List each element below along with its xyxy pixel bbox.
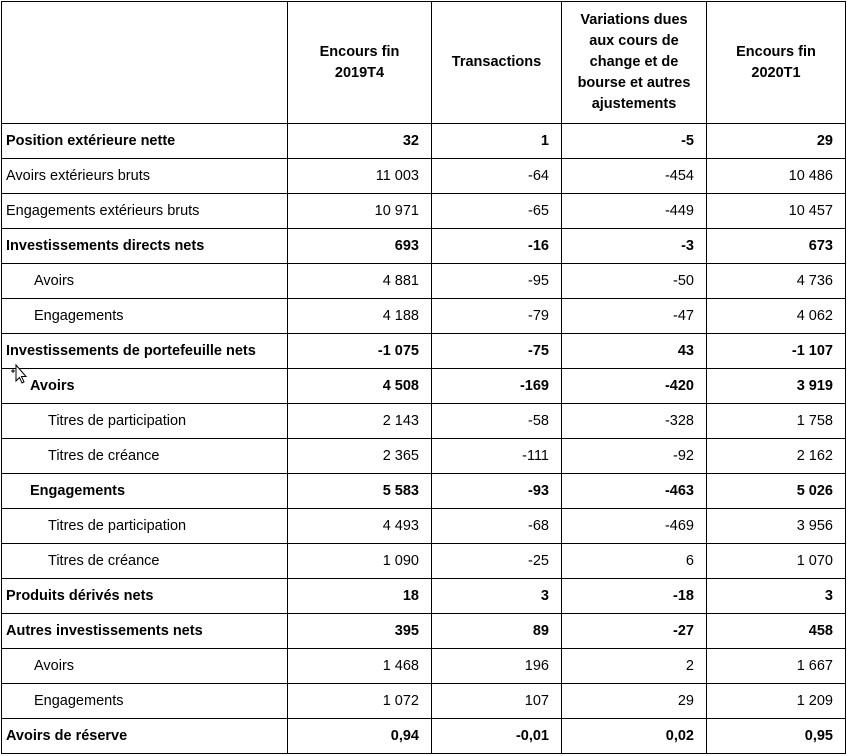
cell-stock-end: 2 162 xyxy=(707,439,846,474)
cell-transactions: -16 xyxy=(432,229,562,264)
cell-variations: -47 xyxy=(562,299,707,334)
cell-transactions: 1 xyxy=(432,124,562,159)
cell-variations: -92 xyxy=(562,439,707,474)
cell-variations: -420 xyxy=(562,369,707,404)
cell-transactions: -25 xyxy=(432,544,562,579)
table-row xyxy=(2,334,846,369)
cell-transactions: -65 xyxy=(432,194,562,229)
cell-stock-end: 458 xyxy=(707,614,846,649)
row-label: Titres de créance xyxy=(2,439,288,474)
table-row xyxy=(2,264,846,299)
cell-stock-start: 4 508 xyxy=(288,369,432,404)
row-label: Titres de créance xyxy=(2,544,288,579)
header-row xyxy=(2,2,846,124)
cell-stock-start: 1 090 xyxy=(288,544,432,579)
cell-variations: 0,02 xyxy=(562,719,707,754)
cell-stock-start: 2 365 xyxy=(288,439,432,474)
row-label: Avoirs xyxy=(2,649,288,684)
cell-variations: -3 xyxy=(562,229,707,264)
row-label: Engagements extérieurs bruts xyxy=(2,194,288,229)
table-row xyxy=(2,719,846,754)
header-cell-transactions: Transactions xyxy=(432,2,562,124)
header-cell-variations: Variations dues aux cours de change et de bourse et autres ajustements xyxy=(562,2,707,124)
table-row xyxy=(2,299,846,334)
cell-variations: -18 xyxy=(562,579,707,614)
cell-transactions: -95 xyxy=(432,264,562,299)
cell-variations: 29 xyxy=(562,684,707,719)
cell-stock-start: 4 881 xyxy=(288,264,432,299)
row-label: Investissements directs nets xyxy=(2,229,288,264)
cell-stock-start: 18 xyxy=(288,579,432,614)
cell-transactions: -79 xyxy=(432,299,562,334)
table-row xyxy=(2,544,846,579)
row-label: Avoirs de réserve xyxy=(2,719,288,754)
cell-transactions: -93 xyxy=(432,474,562,509)
table-row xyxy=(2,579,846,614)
cell-variations: -328 xyxy=(562,404,707,439)
cell-stock-end: 3 956 xyxy=(707,509,846,544)
cell-stock-end: 1 758 xyxy=(707,404,846,439)
cell-variations: -469 xyxy=(562,509,707,544)
cell-stock-start: 5 583 xyxy=(288,474,432,509)
cell-variations: -454 xyxy=(562,159,707,194)
cell-stock-end: 4 736 xyxy=(707,264,846,299)
table-row xyxy=(2,404,846,439)
row-label: Autres investissements nets xyxy=(2,614,288,649)
cell-stock-end: 29 xyxy=(707,124,846,159)
table-row xyxy=(2,194,846,229)
external-position-table xyxy=(1,1,846,754)
cell-stock-start: 693 xyxy=(288,229,432,264)
cell-transactions: -169 xyxy=(432,369,562,404)
table-row xyxy=(2,369,846,404)
cell-variations: 6 xyxy=(562,544,707,579)
cell-variations: -463 xyxy=(562,474,707,509)
cell-variations: 43 xyxy=(562,334,707,369)
cell-stock-end: 1 667 xyxy=(707,649,846,684)
cell-variations: 2 xyxy=(562,649,707,684)
row-label: Avoirs extérieurs bruts xyxy=(2,159,288,194)
header-cell-empty xyxy=(2,2,288,124)
table-row xyxy=(2,474,846,509)
row-label: Investissements de portefeuille nets xyxy=(2,334,288,369)
row-label: Produits dérivés nets xyxy=(2,579,288,614)
row-label: Avoirs xyxy=(2,264,288,299)
header-cell-stock-start: Encours fin 2019T4 xyxy=(288,2,432,124)
cell-transactions: -75 xyxy=(432,334,562,369)
table-row xyxy=(2,509,846,544)
cell-transactions: -58 xyxy=(432,404,562,439)
row-label: Engagements xyxy=(2,684,288,719)
cell-transactions: -0,01 xyxy=(432,719,562,754)
cell-stock-end: 3 xyxy=(707,579,846,614)
cell-stock-end: 5 026 xyxy=(707,474,846,509)
header-cell-stock-end: Encours fin 2020T1 xyxy=(707,2,846,124)
row-label: Engagements xyxy=(2,474,288,509)
cell-stock-start: 10 971 xyxy=(288,194,432,229)
cell-stock-start: 2 143 xyxy=(288,404,432,439)
table-row xyxy=(2,229,846,264)
table-body xyxy=(2,124,846,754)
table-row xyxy=(2,649,846,684)
cell-stock-end: 1 209 xyxy=(707,684,846,719)
table-row xyxy=(2,159,846,194)
table-header xyxy=(2,2,846,124)
cell-transactions: -68 xyxy=(432,509,562,544)
cell-stock-start: 395 xyxy=(288,614,432,649)
cell-stock-start: 4 493 xyxy=(288,509,432,544)
row-label: Position extérieure nette xyxy=(2,124,288,159)
cell-stock-start: 1 468 xyxy=(288,649,432,684)
cell-stock-start: 4 188 xyxy=(288,299,432,334)
cell-stock-end: 0,95 xyxy=(707,719,846,754)
cell-transactions: 89 xyxy=(432,614,562,649)
cell-stock-start: 32 xyxy=(288,124,432,159)
cell-variations: -50 xyxy=(562,264,707,299)
row-label: Titres de participation xyxy=(2,404,288,439)
row-label: Avoirs xyxy=(2,369,288,404)
cell-stock-end: 10 457 xyxy=(707,194,846,229)
cell-stock-end: 1 070 xyxy=(707,544,846,579)
cell-transactions: -64 xyxy=(432,159,562,194)
row-label: Engagements xyxy=(2,299,288,334)
cell-stock-start: 1 072 xyxy=(288,684,432,719)
row-label: Titres de participation xyxy=(2,509,288,544)
cell-stock-end: 3 919 xyxy=(707,369,846,404)
cell-variations: -5 xyxy=(562,124,707,159)
cell-variations: -449 xyxy=(562,194,707,229)
cell-transactions: -111 xyxy=(432,439,562,474)
cell-stock-end: 10 486 xyxy=(707,159,846,194)
cell-stock-start: 0,94 xyxy=(288,719,432,754)
cell-transactions: 3 xyxy=(432,579,562,614)
table-row xyxy=(2,684,846,719)
cell-transactions: 107 xyxy=(432,684,562,719)
cell-transactions: 196 xyxy=(432,649,562,684)
table-row xyxy=(2,439,846,474)
cell-stock-start: 11 003 xyxy=(288,159,432,194)
cell-stock-start: -1 075 xyxy=(288,334,432,369)
cell-stock-end: 4 062 xyxy=(707,299,846,334)
cell-variations: -27 xyxy=(562,614,707,649)
table-row xyxy=(2,124,846,159)
cell-stock-end: 673 xyxy=(707,229,846,264)
cell-stock-end: -1 107 xyxy=(707,334,846,369)
table-row xyxy=(2,614,846,649)
